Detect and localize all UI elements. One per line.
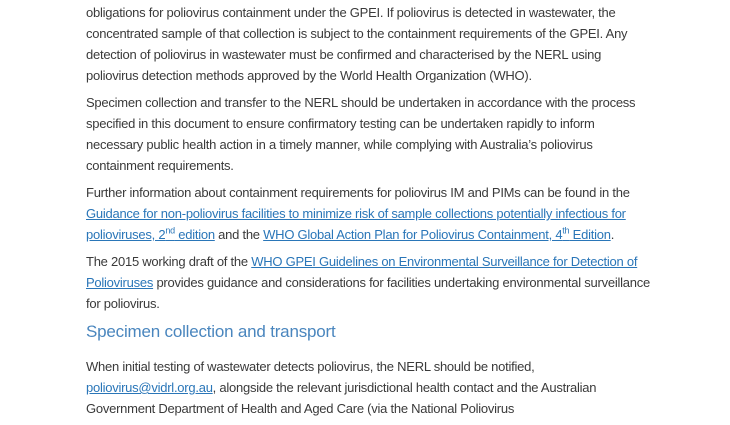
hyperlink[interactable]: Guidance for non-poliovirus facilities to minimize risk of sample collections potentially infectious for polioviruses, 2 (86, 206, 626, 242)
paragraph (86, 2, 652, 86)
text-run: and the (214, 227, 264, 242)
text-run: The 2015 working draft of the (86, 254, 252, 269)
text-run: When initial testing of wastewater detects poliovirus, the NERL should be notified, (86, 359, 535, 374)
document-content (86, 0, 652, 425)
paragraph (86, 92, 652, 176)
text-run: obligations for poliovirus containment under the GPEI. If poliovirus is detected in wastewater, the concentrated sample of that collection is subject to the containment requirements of the GPEI. Any detection of poliovirus in wastewater must be confirmed and characterised by the NERL using poliovirus detection methods approved by the World Health Organization (WHO). (86, 5, 628, 83)
hyperlink[interactable]: WHO GPEI Guidelines on Environmental Surveillance for Detection of Polioviruses (86, 254, 638, 290)
superscript-text: nd (165, 225, 175, 236)
paragraph (86, 251, 652, 314)
text-run: provides guidance and considerations for facilities undertaking environmental surveillance for poliovirus. (86, 275, 650, 311)
text-run: Specimen collection and transport (86, 322, 336, 341)
hyperlink[interactable] (165, 227, 175, 242)
hyperlink[interactable]: WHO Global Action Plan for Poliovirus Containment, 4 (263, 227, 563, 242)
superscript-text: th (562, 225, 570, 236)
text-run: , alongside the relevant jurisdictional health contact and the Australian Government Department of Health and Aged Care (via the National Poliovirus (86, 380, 597, 416)
hyperlink[interactable]: edition (174, 227, 215, 242)
text-run: Specimen collection and transfer to the NERL should be undertaken in accordance with the process specified in this document to ensure confirmatory testing can be undertaken rapidly to inform necessary public health action in a timely manner, while complying with Australia’s poliovirus containment requirements. (86, 95, 636, 173)
paragraph (86, 182, 652, 245)
hyperlink[interactable]: Edition (569, 227, 611, 242)
text-run: . (610, 227, 615, 242)
section-heading (86, 322, 652, 342)
hyperlink[interactable]: poliovirus@vidrl.org.au (86, 380, 213, 395)
text-run: Further information about containment requirements for poliovirus IM and PIMs can be found in the (86, 185, 630, 200)
